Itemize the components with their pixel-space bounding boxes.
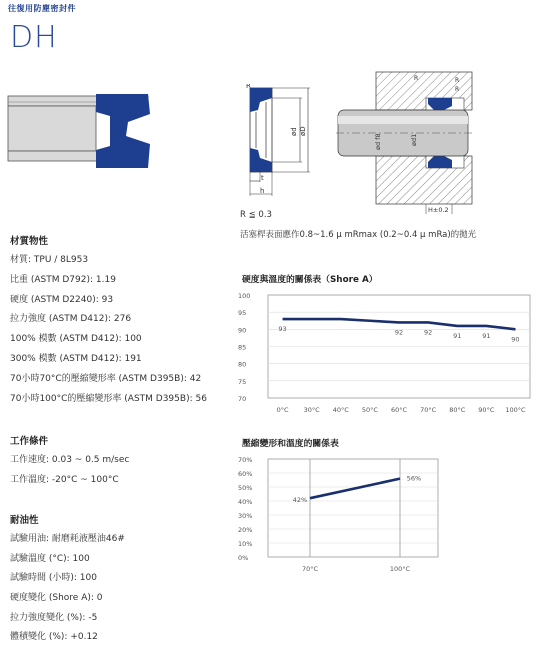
material-row: 70小時70°C的壓縮變形率 (ASTM D395B): 42 xyxy=(10,373,202,384)
oil-row: 試驗時間 (小時): 100 xyxy=(10,573,97,584)
note-finish: 活塞桿表面應作0.8~1.6 μ mRmax (0.2~0.4 μ mRa)的拋光 xyxy=(240,230,477,240)
data-label: 91 xyxy=(482,331,491,340)
x-tick-label: 70°C xyxy=(301,565,319,573)
y-tick-label: 80 xyxy=(238,360,247,369)
material-row: 300% 模數 (ASTM D412): 191 xyxy=(10,353,142,364)
y-tick-label: 0% xyxy=(238,554,249,562)
x-tick-label: 100°C xyxy=(505,406,526,414)
oil-row: 試驗溫度 (°C): 100 xyxy=(10,553,90,564)
note-r: R ≦ 0.3 xyxy=(240,210,272,220)
data-label: 93 xyxy=(278,325,287,334)
oil-row: 硬度變化 (Shore A): 0 xyxy=(10,593,103,604)
dimension-drawing xyxy=(236,84,318,206)
label-r1: R xyxy=(414,75,419,82)
seal-profile-drawing xyxy=(0,90,160,182)
x-tick-label: 100°C xyxy=(389,565,411,573)
data-label: 56% xyxy=(406,474,422,483)
oil-list xyxy=(10,531,125,649)
material-row: 比重 (ASTM D792): 1.19 xyxy=(10,274,116,285)
hardness-chart xyxy=(236,288,536,418)
working-heading: 工作條件 xyxy=(10,436,49,447)
x-tick-label: 40°C xyxy=(332,406,349,414)
compression-chart-title: 壓縮變形和溫度的關係表 xyxy=(242,439,339,449)
y-tick-label: 30% xyxy=(238,512,253,520)
y-tick-label: 20% xyxy=(238,526,253,534)
label-H: H±0.2 xyxy=(428,206,449,214)
product-title: DH xyxy=(10,20,58,55)
y-tick-label: 50% xyxy=(238,484,253,492)
working-row: 工作溫度: -20°C ~ 100°C xyxy=(10,475,119,485)
y-tick-label: 60% xyxy=(238,470,253,478)
x-tick-label: 90°C xyxy=(478,406,495,414)
x-tick-label: 0°C xyxy=(276,406,289,414)
category-label: 往復用防塵密封件 xyxy=(8,4,76,13)
material-row: 材質: TPU / 8L953 xyxy=(10,255,89,265)
working-list xyxy=(10,452,129,492)
label-r2: R xyxy=(455,77,460,84)
x-tick-label: 70°C xyxy=(420,406,437,414)
x-tick-label: 30°C xyxy=(303,406,320,414)
y-tick-label: 70 xyxy=(238,395,247,403)
compression-chart xyxy=(236,452,536,582)
material-row: 70小時100°C的壓縮變形率 (ASTM D395B): 56 xyxy=(10,393,207,404)
y-tick-label: 70% xyxy=(238,456,253,464)
label-d1: ød1 xyxy=(410,133,418,146)
y-tick-label: 95 xyxy=(238,309,247,318)
material-heading: 材質物性 xyxy=(10,236,49,247)
x-tick-label: 60°C xyxy=(390,406,408,414)
data-label: 92 xyxy=(394,328,404,337)
y-tick-label: 40% xyxy=(238,498,253,506)
working-row: 工作速度: 0.03 ~ 0.5 m/sec xyxy=(10,455,130,465)
data-label: 90 xyxy=(511,335,520,344)
y-tick-label: 90 xyxy=(238,326,247,335)
label-d: ød xyxy=(290,127,298,136)
label-r3: R xyxy=(455,86,460,93)
oil-row: 試驗用油: 耐磨耗液壓油46# xyxy=(10,534,125,544)
oil-heading: 耐油性 xyxy=(10,515,39,526)
hardness-chart-title: 硬度與溫度的關係表（Shore A） xyxy=(242,275,378,285)
label-d-f8: ød f8 xyxy=(374,133,382,150)
label-r: R xyxy=(246,84,251,90)
x-tick-label: 50°C xyxy=(361,406,378,414)
oil-row: 體積變化 (%): +0.12 xyxy=(10,632,98,643)
data-label: 91 xyxy=(453,331,462,340)
series-line xyxy=(310,479,400,499)
data-label: 42% xyxy=(292,496,308,505)
housing-drawing xyxy=(334,70,474,216)
oil-row: 拉力強度變化 (%): -5 xyxy=(10,612,98,623)
x-tick-label: 80°C xyxy=(449,406,466,414)
label-h: h xyxy=(260,187,265,195)
material-list xyxy=(10,252,207,410)
material-row: 拉力強度 (ASTM D412): 276 xyxy=(10,314,132,325)
label-D: øD xyxy=(299,126,307,136)
label-t: t xyxy=(261,174,264,182)
y-tick-label: 100 xyxy=(238,292,251,300)
y-tick-label: 85 xyxy=(238,343,247,352)
y-tick-label: 10% xyxy=(238,540,253,548)
material-row: 100% 模數 (ASTM D412): 100 xyxy=(10,334,142,345)
y-tick-label: 75 xyxy=(238,377,247,386)
data-label: 92 xyxy=(423,328,433,337)
material-row: 硬度 (ASTM D2240): 93 xyxy=(10,294,114,305)
